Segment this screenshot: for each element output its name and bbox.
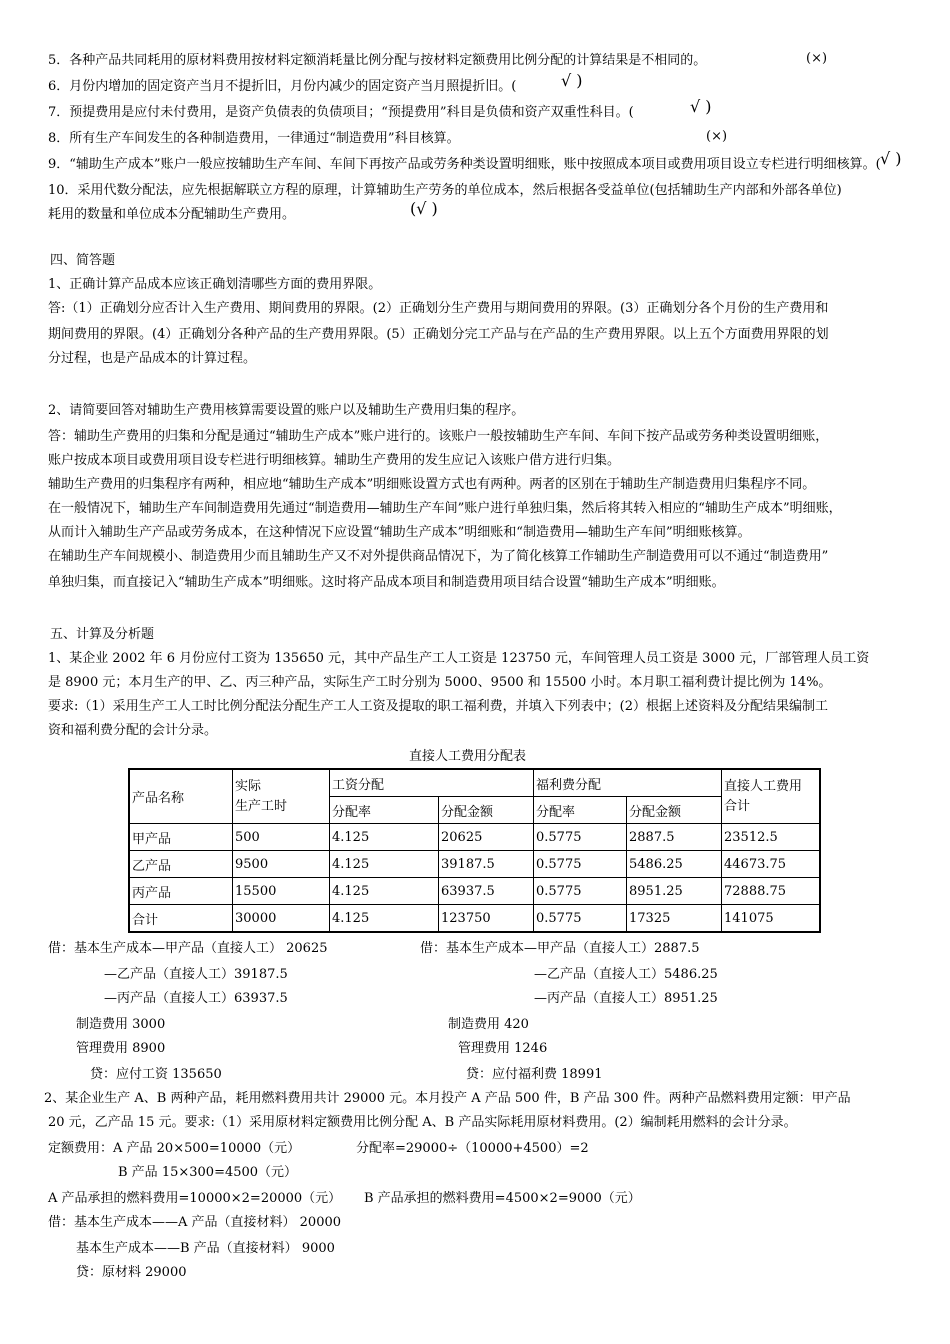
journal-entry-line: 贷：原材料 29000 [76, 1265, 187, 1280]
cell-wage-amount: 123750 [439, 905, 534, 933]
answer-line: 在辅助生产车间规模小、制造费用少而且辅助生产又不对外提供商品情况下，为了简化核算工作辅助生产制造费用可以不通过“制造费用” [48, 549, 829, 564]
judgment-item-10-cont: 耗用的数量和单位成本分配辅助生产费用。 [48, 207, 296, 222]
cell-wage-amount: 63937.5 [439, 878, 534, 905]
header-total-line1: 直接人工费用 [724, 778, 803, 794]
problem-line: 2、某企业生产 A、B 两种产品，耗用燃料费用共计 29000 元。本月投产 A 产品 500 件，B 产品 300 件。两种产品燃料费用定额：甲产品 [44, 1091, 851, 1106]
judgment-item-7: 7．预提费用是应付未付费用，是资产负债表的负债项目；“预提费用”科目是负债和资产双重性科目。( [48, 105, 634, 120]
journal-entry-line: 制造费用 420 [448, 1017, 529, 1032]
journal-entry-line: 贷：应付工资 135650 [90, 1067, 222, 1082]
cell-total: 44673.75 [722, 851, 821, 878]
cell-hours: 500 [233, 824, 330, 851]
problem-line: 资和福利费分配的会计分录。 [48, 723, 218, 738]
cell-welfare-rate: 0.5775 [534, 905, 627, 933]
cell-wage-rate: 4.125 [330, 905, 439, 933]
answer-line: 答：辅助生产费用的归集和分配是通过“辅助生产成本”账户进行的。该账户一般按辅助生产车间、车间下按产品或劳务种类设置明细账， [48, 429, 829, 444]
header-actual-hours [233, 769, 330, 824]
problem-line: 20 元，乙产品 15 元。要求:（1）采用原材料定额费用比例分配 A、B 产品实际耗用原材料费用。(2）编制耗用燃料的会计分录。 [48, 1115, 797, 1130]
header-wage-distribution: 工资分配 [330, 769, 534, 797]
cell-product: 合计 [129, 905, 233, 933]
judgment-item-8: 8．所有生产车间发生的各种制造费用，一律通过“制造费用”科目核算。 [48, 131, 460, 146]
judgment-item-6: 6．月份内增加的固定资产当月不提折旧，月份内减少的固定资产当月照提折旧。( [48, 79, 517, 94]
cell-hours: 30000 [233, 905, 330, 933]
answer-line: 账户按成本项目或费用项目设专栏进行明细核算。辅助生产费用的发生应记入该账户借方进行归集。 [48, 453, 621, 468]
question-text: 1、正确计算产品成本应该正确划清哪些方面的费用界限。 [48, 277, 382, 292]
header-welfare-rate: 分配率 [534, 797, 627, 824]
section-title: 四、简答题 [50, 253, 116, 268]
calc-line: 定额费用：A 产品 20×500=10000（元） [48, 1141, 301, 1156]
header-product-name: 产品名称 [129, 769, 233, 824]
answer-line: 答:（1）正确划分应否计入生产费用、期间费用的界限。(2）正确划分生产费用与期间费用的界限。(3）正确划分各个月份的生产费用和 [48, 301, 829, 316]
journal-entry-line: —乙产品（直接人工）5486.25 [534, 967, 718, 982]
cell-welfare-amount: 8951.25 [627, 878, 722, 905]
answer-line: 在一般情况下，辅助生产车间制造费用先通过“制造费用—辅助生产车间”账户进行单独归集，然后将其转入相应的“辅助生产成本”明细账， [48, 501, 842, 516]
section-title: 五、计算及分析题 [50, 627, 155, 642]
journal-entry-line: 借：基本生产成本——A 产品（直接材料） 20000 [48, 1215, 342, 1230]
header-welfare-amount: 分配金额 [627, 797, 722, 824]
cell-total: 72888.75 [722, 878, 821, 905]
cell-wage-rate: 4.125 [330, 878, 439, 905]
question-text: 2、请简要回答对辅助生产费用核算需要设置的账户以及辅助生产费用归集的程序。 [48, 403, 525, 418]
labor-cost-distribution-table [128, 768, 821, 933]
header-wage-rate: 分配率 [330, 797, 439, 824]
table-title: 直接人工费用分配表 [409, 749, 527, 764]
cell-total: 141075 [722, 905, 821, 933]
journal-entry-line: —丙产品（直接人工）63937.5 [104, 991, 288, 1006]
answer-line: 期间费用的界限。(4）正确划分各种产品的生产费用界限。(5）正确划分完工产品与在产品的生产费用界限。以上五个方面费用界限的划 [48, 327, 829, 342]
header-wage-amount: 分配金额 [439, 797, 534, 824]
header-actual-hours-line1: 实际 [235, 778, 262, 794]
journal-entry-line: 制造费用 3000 [76, 1017, 166, 1032]
problem-line: 要求:（1）采用生产工人工时比例分配法分配生产工人工资及提取的职工福利费，并填入下列表中；(2）根据上述资料及分配结果编制工 [48, 699, 828, 714]
header-total-line2: 合计 [724, 798, 751, 814]
problem-line: 1、某企业 2002 年 6 月份应付工资为 135650 元，其中产品生产工人工资是 123750 元，车间管理人员工资是 3000 元，厂部管理人员工资 [48, 651, 870, 666]
cell-welfare-amount: 17325 [627, 905, 722, 933]
calc-line: B 产品承担的燃料费用=4500×2=9000（元） [364, 1191, 641, 1206]
cell-product: 甲产品 [129, 824, 233, 851]
judgment-item-10: 10．采用代数分配法，应先根据解联立方程的原理，计算辅助生产劳务的单位成本，然后根据各受益单位(包括辅助生产内部和外部各单位) [48, 183, 842, 198]
cell-welfare-rate: 0.5775 [534, 878, 627, 905]
cell-welfare-amount: 5486.25 [627, 851, 722, 878]
cell-wage-amount: 20625 [439, 824, 534, 851]
answer-line: 辅助生产费用的归集程序有两种，相应地“辅助生产成本”明细账设置方式也有两种。两者的区别在于辅助生产制造费用归集程序不同。 [48, 477, 816, 492]
cell-wage-amount: 39187.5 [439, 851, 534, 878]
answer-line: 分过程，也是产品成本的计算过程。 [48, 351, 257, 366]
cell-hours: 15500 [233, 878, 330, 905]
cross-mark: (×) [806, 51, 828, 66]
table-row [129, 824, 820, 851]
table-row [129, 851, 820, 878]
cell-total: 23512.5 [722, 824, 821, 851]
header-welfare-distribution: 福利费分配 [534, 769, 722, 797]
journal-entry-line: 管理费用 1246 [458, 1041, 548, 1056]
answer-line: 从而计入辅助生产产品或劳务成本，在这种情况下应设置“辅助生产成本”明细账和“制造费用—辅助生产车间”明细账核算。 [48, 525, 751, 540]
cell-welfare-rate: 0.5775 [534, 824, 627, 851]
cell-hours: 9500 [233, 851, 330, 878]
judgment-item-5: 5．各种产品共同耗用的原材料费用按材料定额消耗量比例分配与按材料定额费用比例分配的计算结果是不相同的。 [48, 53, 707, 68]
cell-welfare-rate: 0.5775 [534, 851, 627, 878]
cell-wage-rate: 4.125 [330, 851, 439, 878]
cell-welfare-amount: 2887.5 [627, 824, 722, 851]
check-mark: √ ) [690, 97, 712, 116]
journal-entry-line: 贷：应付福利费 18991 [466, 1067, 603, 1082]
header-actual-hours-line2: 生产工时 [235, 798, 288, 814]
check-mark: √ ) [561, 71, 583, 90]
cell-product: 乙产品 [129, 851, 233, 878]
calc-line: 分配率=29000÷（10000+4500）=2 [356, 1141, 589, 1156]
cell-wage-rate: 4.125 [330, 824, 439, 851]
table-row [129, 905, 820, 933]
calc-line: A 产品承担的燃料费用=10000×2=20000（元） [48, 1191, 342, 1206]
journal-entry-line: 管理费用 8900 [76, 1041, 166, 1056]
journal-entry-line: 借：基本生产成本—甲产品（直接人工） 20625 [48, 941, 328, 956]
journal-entry-line: 基本生产成本——B 产品（直接材料） 9000 [76, 1241, 335, 1256]
cross-mark: (×) [706, 129, 728, 144]
calc-line: B 产品 15×300=4500（元） [118, 1165, 298, 1180]
check-mark: (√ ) [410, 199, 438, 218]
answer-line: 单独归集，而直接记入“辅助生产成本”明细账。这时将产品成本项目和制造费用项目结合设置“辅助生产成本”明细账。 [48, 575, 725, 590]
journal-entry-line: —乙产品（直接人工）39187.5 [104, 967, 288, 982]
problem-line: 是 8900 元；本月生产的甲、乙、丙三种产品，实际生产工时分别为 5000、9500 和 15500 小时。本月职工福利费计提比例为 14%。 [48, 675, 832, 690]
journal-entry-line: —丙产品（直接人工）8951.25 [534, 991, 718, 1006]
check-mark: √ ) [880, 149, 902, 168]
journal-entry-line: 借：基本生产成本—甲产品（直接人工）2887.5 [420, 941, 700, 956]
judgment-item-9: 9．“辅助生产成本”账户一般应按辅助生产车间、车间下再按产品或劳务种类设置明细账，账中按照成本项目或费用项目设立专栏进行明细核算。( [48, 157, 881, 172]
header-direct-labor-total [722, 769, 821, 824]
cell-product: 丙产品 [129, 878, 233, 905]
table-row [129, 878, 820, 905]
